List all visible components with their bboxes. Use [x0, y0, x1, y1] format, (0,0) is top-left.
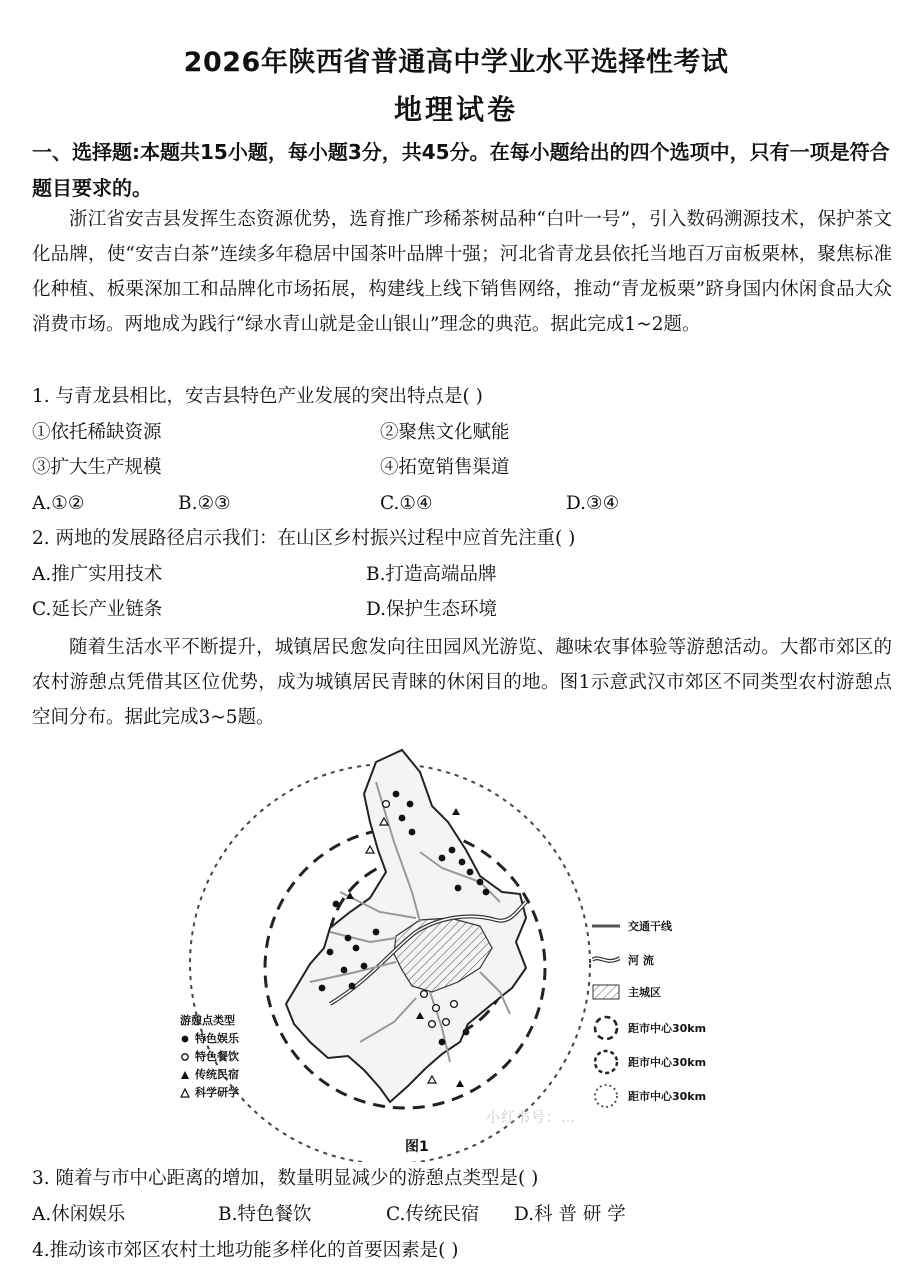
question-1-option-c[interactable]: C.①④	[380, 493, 433, 514]
question-3-option-a[interactable]: A.休闲娱乐	[32, 1204, 126, 1225]
question-3-option-d[interactable]: D.科 普 研 学	[514, 1204, 626, 1225]
passage-1: 浙江省安吉县发挥生态资源优势，选育推广珍稀茶树品种“白叶一号”，引入数码溯源技术，保护茶文化品牌，使“安吉白茶”连续多年稳居中国茶叶品牌十强；河北省青龙县依托当地百万亩板栗林，聚焦标准化种植、板栗深加工和品牌化市场拓展，构建线上线下销售网络，推动“青龙板栗”跻身国内休闲食品大众消费市场。两地成为践行“绿水青山就是金山银山”理念的典范。据此完成1~2题。	[32, 209, 892, 335]
section-heading: 一、选择题:本题共15小题，每小题3分，共45分。在每小题给出的四个选项中，只有一项是符合题目要求的。	[32, 140, 890, 200]
question-3-stem: 3. 随着与市中心距离的增加，数量明显减少的游憩点类型是( )	[32, 1168, 539, 1189]
question-3-option-b[interactable]: B.特色餐饮	[218, 1204, 312, 1225]
dot-hollow-icon	[180, 1052, 190, 1062]
figure-caption: 图1	[405, 1139, 429, 1155]
legend-feature-label: 距市中心30km	[628, 1056, 707, 1069]
question-2-stem: 2. 两地的发展路径启示我们：在山区乡村振兴过程中应首先注重( )	[32, 528, 576, 549]
dot-filled-icon	[180, 1034, 190, 1044]
question-1-option-a[interactable]: A.①②	[32, 493, 85, 514]
question-1-item: ③扩大生产规模	[32, 457, 162, 478]
question-2-option-c[interactable]: C.延长产业链条	[32, 599, 163, 620]
question-1-stem: 1. 与青龙县相比，安吉县特色产业发展的突出特点是( )	[32, 386, 483, 407]
exam-title: 2026年陕西省普通高中学业水平选择性考试	[183, 47, 729, 78]
legend-feature-label: 交通干线	[628, 920, 672, 933]
legend-feature-label: 主城区	[628, 986, 661, 999]
question-1-option-d[interactable]: D.③④	[566, 493, 620, 514]
legend-point-types	[180, 1012, 239, 1102]
hatch-area-icon	[592, 984, 620, 1000]
question-2-option-d[interactable]: D.保护生态环境	[366, 599, 498, 620]
ring-dotted-icon	[592, 1082, 620, 1110]
triangle-hollow-icon	[180, 1088, 190, 1098]
river-line-icon	[592, 954, 620, 966]
watermark: 小红书号：…	[486, 1110, 576, 1126]
question-4-stem: 4.推动该市郊区农村土地功能多样化的首要因素是( )	[32, 1240, 459, 1261]
legend-feature-label: 河 流	[628, 954, 654, 967]
exam-subject: 地理试卷	[393, 93, 518, 126]
legend-type-label: 特色娱乐	[195, 1032, 239, 1045]
triangle-filled-icon	[180, 1070, 190, 1080]
legend-type-label: 传统民宿	[195, 1068, 239, 1081]
question-1-item: ①依托稀缺资源	[32, 422, 162, 443]
question-3-option-c[interactable]: C.传统民宿	[386, 1204, 480, 1225]
question-1-option-b[interactable]: B.②③	[178, 493, 231, 514]
question-1-item: ④拓宽销售渠道	[380, 457, 510, 478]
legend-type-label: 科学研学	[195, 1086, 239, 1099]
passage-2: 随着生活水平不断提升，城镇居民愈发向往田园风光游览、趣味农事体验等游憩活动。大都市郊区的农村游憩点凭借其区位优势，成为城镇居民青睐的休闲目的地。图1示意武汉市郊区不同类型农村游憩点空间分布。据此完成3~5题。	[32, 637, 892, 728]
legend-type-label: 特色餐饮	[195, 1050, 239, 1063]
legend-feature-label: 距市中心30km	[628, 1090, 707, 1103]
ring-dashed-icon	[592, 1014, 620, 1042]
district-boundary	[286, 750, 526, 1102]
ring-dashed-icon	[592, 1048, 620, 1076]
question-2-option-b[interactable]: B.打造高端品牌	[366, 564, 497, 585]
question-1-item: ②聚焦文化赋能	[380, 422, 510, 443]
legend-feature-label: 距市中心30km	[628, 1022, 707, 1035]
legend-types-title: 游憩点类型	[180, 1014, 235, 1027]
road-line-icon	[592, 921, 620, 931]
question-2-option-a[interactable]: A.推广实用技术	[32, 564, 163, 585]
